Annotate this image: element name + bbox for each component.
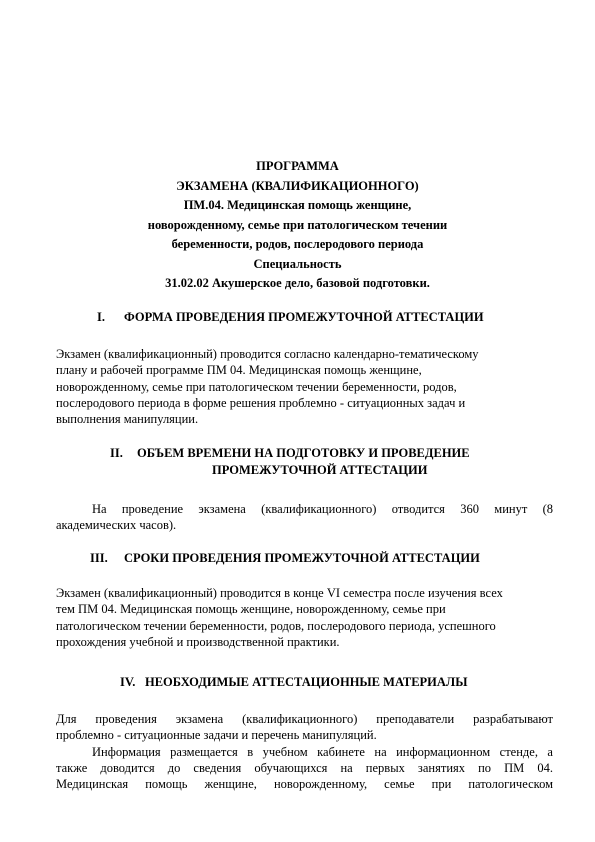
section-title: СРОКИ ПРОВЕДЕНИЯ ПРОМЕЖУТОЧНОЙ АТТЕСТАЦИИ — [124, 551, 480, 565]
section-number: IV. — [120, 675, 136, 689]
section-2-heading-continued — [212, 462, 427, 479]
paragraph-line: также доводится до сведения обучающихся на первых занятиях по ПМ 04. — [56, 760, 553, 775]
title-line: ЭКЗАМЕНА (КВАЛИФИКАЦИОННОГО) — [176, 178, 419, 193]
paragraph-line: плану и рабочей программе ПМ 04. Медицинская помощь женщине, — [56, 363, 422, 378]
section-number: II. — [110, 446, 123, 460]
section-title: ОБЪЕМ ВРЕМЕНИ НА ПОДГОТОВКУ И ПРОВЕДЕНИЕ — [137, 446, 470, 460]
paragraph-line: патологическом течении беременности, родов, послеродового периода, успешного — [56, 618, 496, 633]
paragraph-line: проблемно - ситуационные задачи и перечень манипуляций. — [56, 728, 377, 743]
title-line: новорожденному, семье при патологическом течении — [147, 217, 448, 232]
title-line: 31.02.02 Акушерское дело, базовой подготовки. — [165, 276, 430, 290]
paragraph-line: Медицинская помощь женщине, новорожденному, семье при патологическом — [56, 777, 553, 792]
section-2-heading — [110, 445, 470, 462]
title-line: Специальность — [253, 256, 342, 271]
title-line: беременности, родов, послеродового периода — [171, 237, 424, 251]
paragraph-line: Экзамен (квалификационный) проводится в конце VI семестра после изучения всех — [56, 586, 503, 600]
section-3-body — [56, 585, 503, 650]
paragraph-line: прохождения учебной и производственной практики. — [56, 634, 340, 649]
paragraph-line: новорожденному, семье при патологическом течении беременности, родов, — [56, 379, 457, 394]
paragraph-line: послеродового периода в форме решения проблемно - ситуационных задач и — [56, 395, 466, 410]
section-4-body — [56, 711, 553, 792]
title-line: ПРОГРАММА — [256, 159, 339, 173]
section-title: НЕОБХОДИМЫЕ АТТЕСТАЦИОННЫЕ МАТЕРИАЛЫ — [145, 675, 468, 689]
document-title — [0, 157, 595, 294]
section-title: ПРОМЕЖУТОЧНОЙ АТТЕСТАЦИИ — [212, 463, 428, 477]
section-1-body — [56, 346, 479, 427]
section-title: ФОРМА ПРОВЕДЕНИЯ ПРОМЕЖУТОЧНОЙ АТТЕСТАЦИИ — [124, 310, 484, 324]
paragraph-line: Для проведения экзамена (квалификационного) преподаватели разрабатывают — [56, 712, 553, 726]
paragraph-line: академических часов). — [56, 518, 177, 533]
paragraph-line: На проведение экзамена (квалификационного) отводится 360 минут (8 — [92, 502, 553, 516]
section-4-heading — [120, 674, 468, 691]
title-line: ПМ.04. Медицинская помощь женщине, — [183, 198, 412, 212]
section-number: III. — [90, 551, 108, 565]
paragraph-line: тем ПМ 04. Медицинская помощь женщине, новорожденному, семье при — [56, 602, 446, 617]
paragraph-line: выполнения манипуляции. — [56, 412, 199, 427]
section-3-heading — [90, 550, 480, 567]
paragraph-line: Информация размещается в учебном кабинете на информационном стенде, а — [92, 744, 553, 759]
section-1-heading — [97, 309, 484, 326]
section-number: I. — [97, 310, 105, 324]
paragraph-line: Экзамен (квалификационный) проводится согласно календарно-тематическому — [56, 347, 479, 361]
section-2-body — [56, 501, 553, 534]
